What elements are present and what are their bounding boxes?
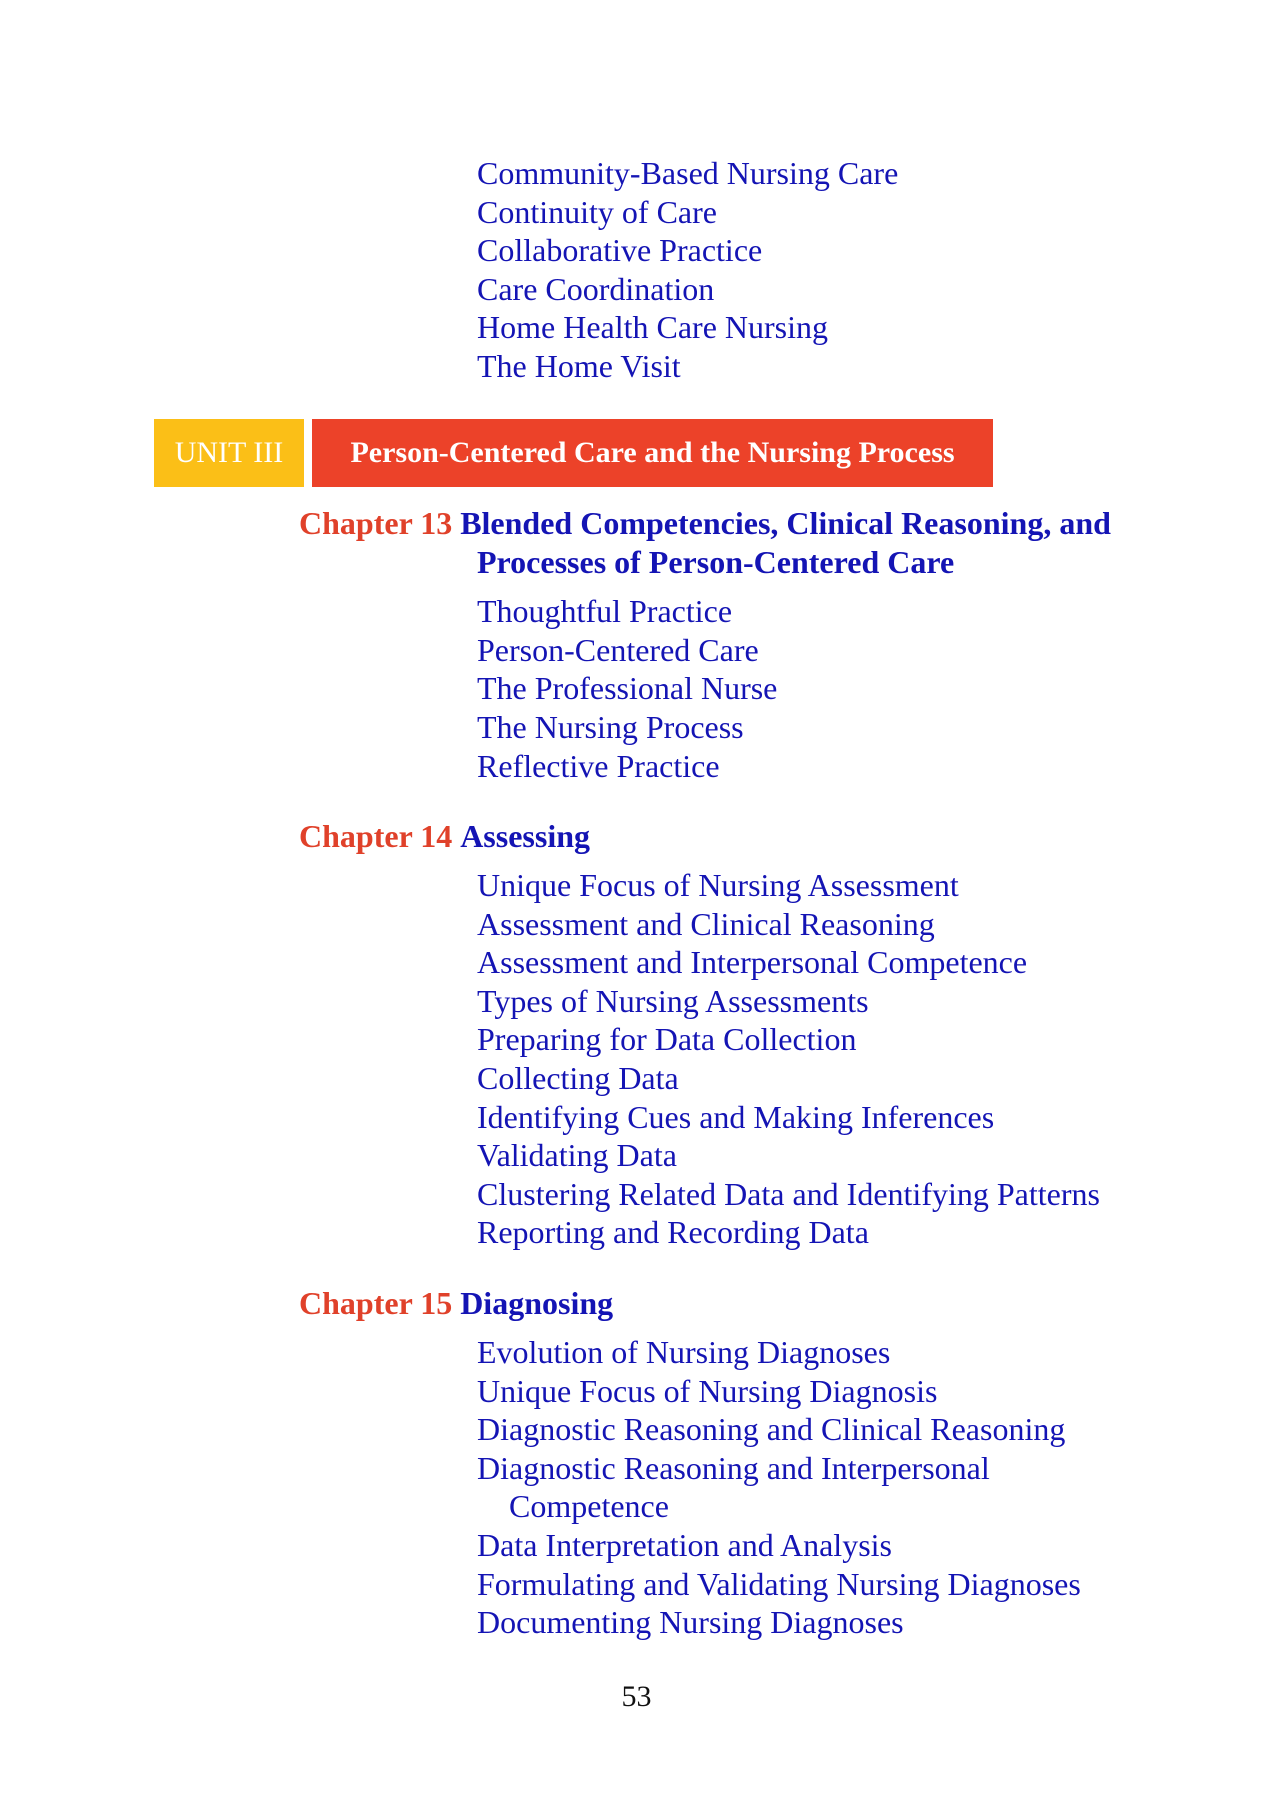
topic-item[interactable]: Collecting Data	[477, 1059, 679, 1096]
topic-item[interactable]: The Professional Nurse	[477, 670, 778, 707]
topic-item[interactable]: Thoughtful Practice	[477, 593, 733, 629]
topic-item[interactable]: Care Coordination	[477, 270, 715, 307]
topic-item[interactable]: Clustering Related Data and Identifying Patterns	[477, 1175, 1100, 1212]
chapter-13-heading[interactable]	[299, 505, 1111, 542]
chapter-title: Diagnosing	[460, 1285, 614, 1321]
page-number: 53	[621, 1680, 652, 1713]
topic-item[interactable]: Unique Focus of Nursing Diagnosis	[477, 1372, 938, 1409]
chapter-label: Chapter 14	[299, 818, 453, 854]
topic-item[interactable]: Reporting and Recording Data	[477, 1214, 869, 1251]
chapter-title: Assessing	[460, 818, 590, 854]
topic-item[interactable]: Assessment and Clinical Reasoning	[477, 905, 935, 942]
topic-item[interactable]: The Home Visit	[477, 347, 681, 384]
chapter-14-heading[interactable]	[299, 818, 590, 855]
topic-list-continued	[477, 155, 898, 387]
topic-item-continued: Competence	[509, 1488, 669, 1525]
topic-item[interactable]: Diagnostic Reasoning and Clinical Reasoning	[477, 1411, 1066, 1448]
topic-item[interactable]: Documenting Nursing Diagnoses	[477, 1604, 904, 1641]
chapter-label: Chapter 15	[299, 1285, 453, 1321]
topic-item[interactable]: Diagnostic Reasoning and Interpersonal	[477, 1449, 990, 1486]
topic-item[interactable]: Types of Nursing Assessments	[477, 982, 869, 1019]
topic-item[interactable]: Continuity of Care	[477, 193, 717, 230]
unit-title[interactable]: Person-Centered Care and the Nursing Process	[312, 419, 993, 487]
chapter-15-heading[interactable]	[299, 1285, 613, 1322]
unit-label: UNIT III	[154, 419, 304, 487]
chapter-15-topics	[477, 1334, 1081, 1643]
chapter-title: Blended Competencies, Clinical Reasoning, and	[460, 505, 1111, 541]
topic-item[interactable]: Community-Based Nursing Care	[477, 155, 899, 191]
chapter-13-topics	[477, 593, 777, 786]
topic-item[interactable]: Data Interpretation and Analysis	[477, 1526, 892, 1563]
topic-item[interactable]: Collaborative Practice	[477, 232, 763, 269]
topic-item[interactable]: The Nursing Process	[477, 709, 744, 746]
topic-item[interactable]: Evolution of Nursing Diagnoses	[477, 1334, 891, 1370]
chapter-14-topics	[477, 867, 1100, 1253]
topic-item[interactable]: Preparing for Data Collection	[477, 1021, 857, 1058]
topic-item[interactable]: Person-Centered Care	[477, 631, 759, 668]
topic-item[interactable]: Formulating and Validating Nursing Diagnoses	[477, 1565, 1081, 1602]
topic-item[interactable]: Unique Focus of Nursing Assessment	[477, 867, 959, 903]
topic-item[interactable]: Identifying Cues and Making Inferences	[477, 1098, 995, 1135]
topic-item[interactable]: Assessment and Interpersonal Competence	[477, 944, 1028, 981]
chapter-13-title-continued: Processes of Person-Centered Care	[477, 544, 955, 580]
topic-item[interactable]: Reflective Practice	[477, 747, 720, 784]
topic-item[interactable]: Home Health Care Nursing	[477, 309, 829, 346]
chapter-label: Chapter 13	[299, 505, 453, 541]
topic-item[interactable]: Validating Data	[477, 1137, 677, 1174]
